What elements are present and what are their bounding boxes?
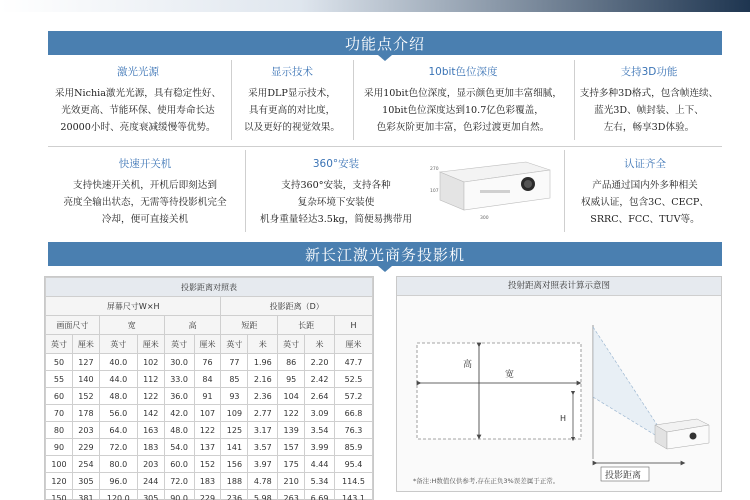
table-cell: 56.0 xyxy=(99,405,137,422)
table-cell: 178 xyxy=(72,405,99,422)
diagram-panel xyxy=(396,276,722,492)
table-cell: 143.1 xyxy=(334,490,372,500)
table-cell: 54.0 xyxy=(164,439,194,456)
table-cell: 142 xyxy=(137,405,164,422)
feature-desc: 支持多种3D格式，包含帧连续、 蓝光3D、帧封装、上下、 左右，畅享3D体验。 xyxy=(579,88,719,133)
divider xyxy=(574,60,575,140)
proj-distance-header: 投影距离（D） xyxy=(221,297,373,316)
product-banner xyxy=(48,242,722,266)
table-cell: 137 xyxy=(194,439,221,456)
feature-3d xyxy=(576,64,722,136)
dim-width-label: 300 xyxy=(480,216,489,221)
feature-desc: 采用10bit色位深度，显示颜色更加丰富细腻， 10bit色位深度达到10.7亿色彩覆盖， 色彩灰阶更加丰富，色彩过渡更加自然。 xyxy=(364,88,562,133)
unit-cell: 英寸 xyxy=(221,335,248,354)
table-cell: 229 xyxy=(72,439,99,456)
table-cell: 44.0 xyxy=(99,371,137,388)
table-row xyxy=(46,405,373,422)
units-row xyxy=(46,335,373,354)
feature-10bit xyxy=(354,64,572,136)
feature-desc: 支持快速开关机，开机后即刻达到 亮度全输出状态，无需等待投影机完全 冷却，便可直接关机 xyxy=(63,180,227,225)
table-cell: 150 xyxy=(46,490,73,500)
col-long-header: 长距 xyxy=(278,316,335,335)
table-cell: 86 xyxy=(278,354,305,371)
table-cell: 33.0 xyxy=(164,371,194,388)
feature-laser-source xyxy=(48,64,228,136)
unit-cell: 英寸 xyxy=(164,335,194,354)
dim-height-label: 107 xyxy=(430,189,439,194)
unit-cell: 厘米 xyxy=(72,335,99,354)
unit-cell: 英寸 xyxy=(99,335,137,354)
table-cell: 112 xyxy=(137,371,164,388)
feature-desc: 支持360°安装，支持各种 复杂环境下安装使 机身重量轻达3.5kg，简便易携带用 xyxy=(260,180,412,225)
feature-display-tech xyxy=(234,64,350,136)
table-cell: 55 xyxy=(46,371,73,388)
table-title: 投影距离对照表 xyxy=(46,278,373,297)
table-cell: 76 xyxy=(194,354,221,371)
table-cell: 100 xyxy=(46,456,73,473)
table-cell: 263 xyxy=(278,490,305,500)
table-cell: 139 xyxy=(278,422,305,439)
feature-quick-power xyxy=(48,156,242,228)
table-cell: 175 xyxy=(278,456,305,473)
table-cell: 40.0 xyxy=(99,354,137,371)
table-cell: 60.0 xyxy=(164,456,194,473)
distance-label: 投影距离 xyxy=(605,471,642,481)
unit-cell: 厘米 xyxy=(334,335,372,354)
table-cell: 141 xyxy=(221,439,248,456)
table-cell: 140 xyxy=(72,371,99,388)
divider xyxy=(245,150,246,232)
table-cell: 152 xyxy=(194,456,221,473)
table-cell: 183 xyxy=(194,473,221,490)
unit-cell: 英寸 xyxy=(46,335,73,354)
dim-depth-label: 270 xyxy=(430,167,439,172)
table-row xyxy=(46,490,373,500)
divider xyxy=(564,150,565,232)
table-cell: 72.0 xyxy=(164,473,194,490)
table-cell: 80.0 xyxy=(99,456,137,473)
diagram-title: 投射距离对照表计算示意图 xyxy=(397,277,721,296)
table-row xyxy=(46,422,373,439)
table-cell: 70 xyxy=(46,405,73,422)
feature-title: 认证齐全 xyxy=(624,158,666,170)
table-cell: 2.42 xyxy=(305,371,335,388)
table-cell: 381 xyxy=(72,490,99,500)
table-cell: 203 xyxy=(72,422,99,439)
screen-outline xyxy=(417,343,581,439)
table-cell: 95 xyxy=(278,371,305,388)
table-row xyxy=(46,388,373,405)
col-h-header: H xyxy=(334,316,372,335)
unit-cell: 厘米 xyxy=(194,335,221,354)
table-cell: 3.97 xyxy=(248,456,278,473)
feature-title: 支持3D功能 xyxy=(620,66,678,78)
table-cell: 2.16 xyxy=(248,371,278,388)
table-cell: 3.09 xyxy=(305,405,335,422)
unit-cell: 米 xyxy=(305,335,335,354)
projection-diagram xyxy=(397,297,723,493)
table-cell: 77 xyxy=(221,354,248,371)
features-banner-text: 功能点介绍 xyxy=(344,34,425,53)
col-height-header: 高 xyxy=(164,316,221,335)
height-label: 高 xyxy=(463,360,473,370)
table-cell: 183 xyxy=(137,439,164,456)
width-label: 宽 xyxy=(505,370,515,380)
table-cell: 95.4 xyxy=(334,456,372,473)
table-cell: 48.0 xyxy=(164,422,194,439)
table-row xyxy=(46,371,373,388)
table-cell: 157 xyxy=(278,439,305,456)
table-cell: 114.5 xyxy=(334,473,372,490)
h-label: H xyxy=(560,414,567,423)
feature-desc: 采用DLP显示技术， 具有更高的对比度， 以及更好的视觉效果。 xyxy=(244,88,340,133)
table-cell: 3.54 xyxy=(305,422,335,439)
col-width-header: 宽 xyxy=(99,316,164,335)
table-cell: 107 xyxy=(194,405,221,422)
table-row xyxy=(46,473,373,490)
table-row xyxy=(46,354,373,371)
table-cell: 2.77 xyxy=(248,405,278,422)
table-cell: 4.44 xyxy=(305,456,335,473)
diagram-note: *备注:H数值仅供参考,存在正负3%误差属于正常。 xyxy=(413,477,560,485)
table-cell: 229 xyxy=(194,490,221,500)
table-cell: 127 xyxy=(72,354,99,371)
table-cell: 66.8 xyxy=(334,405,372,422)
unit-cell: 厘米 xyxy=(137,335,164,354)
feature-title: 快速开关机 xyxy=(118,158,172,170)
row-divider xyxy=(48,146,722,147)
feature-title: 10bit色位深度 xyxy=(428,66,498,78)
screen-size-header: 屏幕尺寸W×H xyxy=(46,297,221,316)
table-cell: 85 xyxy=(221,371,248,388)
feature-title: 显示技术 xyxy=(271,66,313,78)
table-cell: 85.9 xyxy=(334,439,372,456)
table-cell: 120 xyxy=(46,473,73,490)
table-cell: 152 xyxy=(72,388,99,405)
table-cell: 52.5 xyxy=(334,371,372,388)
table-cell: 42.0 xyxy=(164,405,194,422)
table-cell: 102 xyxy=(137,354,164,371)
feature-360-install xyxy=(248,156,424,228)
table-cell: 244 xyxy=(137,473,164,490)
product-banner-text: 新长江激光商务投影机 xyxy=(304,245,465,264)
table-cell: 2.20 xyxy=(305,354,335,371)
distance-table xyxy=(45,277,373,500)
table-cell: 6.69 xyxy=(305,490,335,500)
distance-table-panel xyxy=(44,276,374,500)
top-gradient-bar xyxy=(0,0,750,12)
table-cell: 5.98 xyxy=(248,490,278,500)
table-cell: 64.0 xyxy=(99,422,137,439)
feature-certification xyxy=(568,156,722,228)
features-banner xyxy=(48,31,722,55)
table-row xyxy=(46,439,373,456)
table-cell: 3.99 xyxy=(305,439,335,456)
table-cell: 210 xyxy=(278,473,305,490)
table-row xyxy=(46,456,373,473)
feature-desc: 采用Nichia激光光源，具有稳定性好、 光效更高、节能环保、使用寿命长达 20000小时、亮度衰减缓慢等优势。 xyxy=(54,88,222,133)
table-cell: 48.0 xyxy=(99,388,137,405)
table-cell: 72.0 xyxy=(99,439,137,456)
feature-title: 激光光源 xyxy=(117,66,159,78)
table-cell: 90.0 xyxy=(164,490,194,500)
table-cell: 109 xyxy=(221,405,248,422)
table-cell: 305 xyxy=(137,490,164,500)
col-short-header: 短距 xyxy=(221,316,278,335)
table-cell: 4.78 xyxy=(248,473,278,490)
table-cell: 5.34 xyxy=(305,473,335,490)
table-cell: 91 xyxy=(194,388,221,405)
table-cell: 57.2 xyxy=(334,388,372,405)
table-cell: 156 xyxy=(221,456,248,473)
table-cell: 50 xyxy=(46,354,73,371)
table-cell: 3.17 xyxy=(248,422,278,439)
table-cell: 36.0 xyxy=(164,388,194,405)
features-grid xyxy=(48,58,722,236)
table-cell: 2.64 xyxy=(305,388,335,405)
table-cell: 122 xyxy=(194,422,221,439)
table-cell: 188 xyxy=(221,473,248,490)
table-cell: 203 xyxy=(137,456,164,473)
col-size-header: 画面尺寸 xyxy=(46,316,100,335)
table-cell: 76.3 xyxy=(334,422,372,439)
beam-fill xyxy=(593,327,665,441)
table-cell: 120.0 xyxy=(99,490,137,500)
table-cell: 3.57 xyxy=(248,439,278,456)
table-cell: 254 xyxy=(72,456,99,473)
table-cell: 47.7 xyxy=(334,354,372,371)
table-cell: 84 xyxy=(194,371,221,388)
table-cell: 30.0 xyxy=(164,354,194,371)
table-cell: 122 xyxy=(137,388,164,405)
table-cell: 90 xyxy=(46,439,73,456)
table-cell: 2.36 xyxy=(248,388,278,405)
divider xyxy=(231,60,232,140)
table-cell: 122 xyxy=(278,405,305,422)
table-cell: 163 xyxy=(137,422,164,439)
table-cell: 104 xyxy=(278,388,305,405)
table-cell: 236 xyxy=(221,490,248,500)
table-cell: 93 xyxy=(221,388,248,405)
unit-cell: 米 xyxy=(248,335,278,354)
unit-cell: 英寸 xyxy=(278,335,305,354)
feature-title: 360°安装 xyxy=(312,158,360,170)
table-cell: 96.0 xyxy=(99,473,137,490)
projector-image xyxy=(430,158,556,222)
table-cell: 80 xyxy=(46,422,73,439)
feature-desc: 产品通过国内外多种相关 权威认证，包含3C、CECP、 SRRC、FCC、TUV等。 xyxy=(581,180,709,225)
table-cell: 125 xyxy=(221,422,248,439)
table-cell: 60 xyxy=(46,388,73,405)
table-cell: 305 xyxy=(72,473,99,490)
table-cell: 1.96 xyxy=(248,354,278,371)
